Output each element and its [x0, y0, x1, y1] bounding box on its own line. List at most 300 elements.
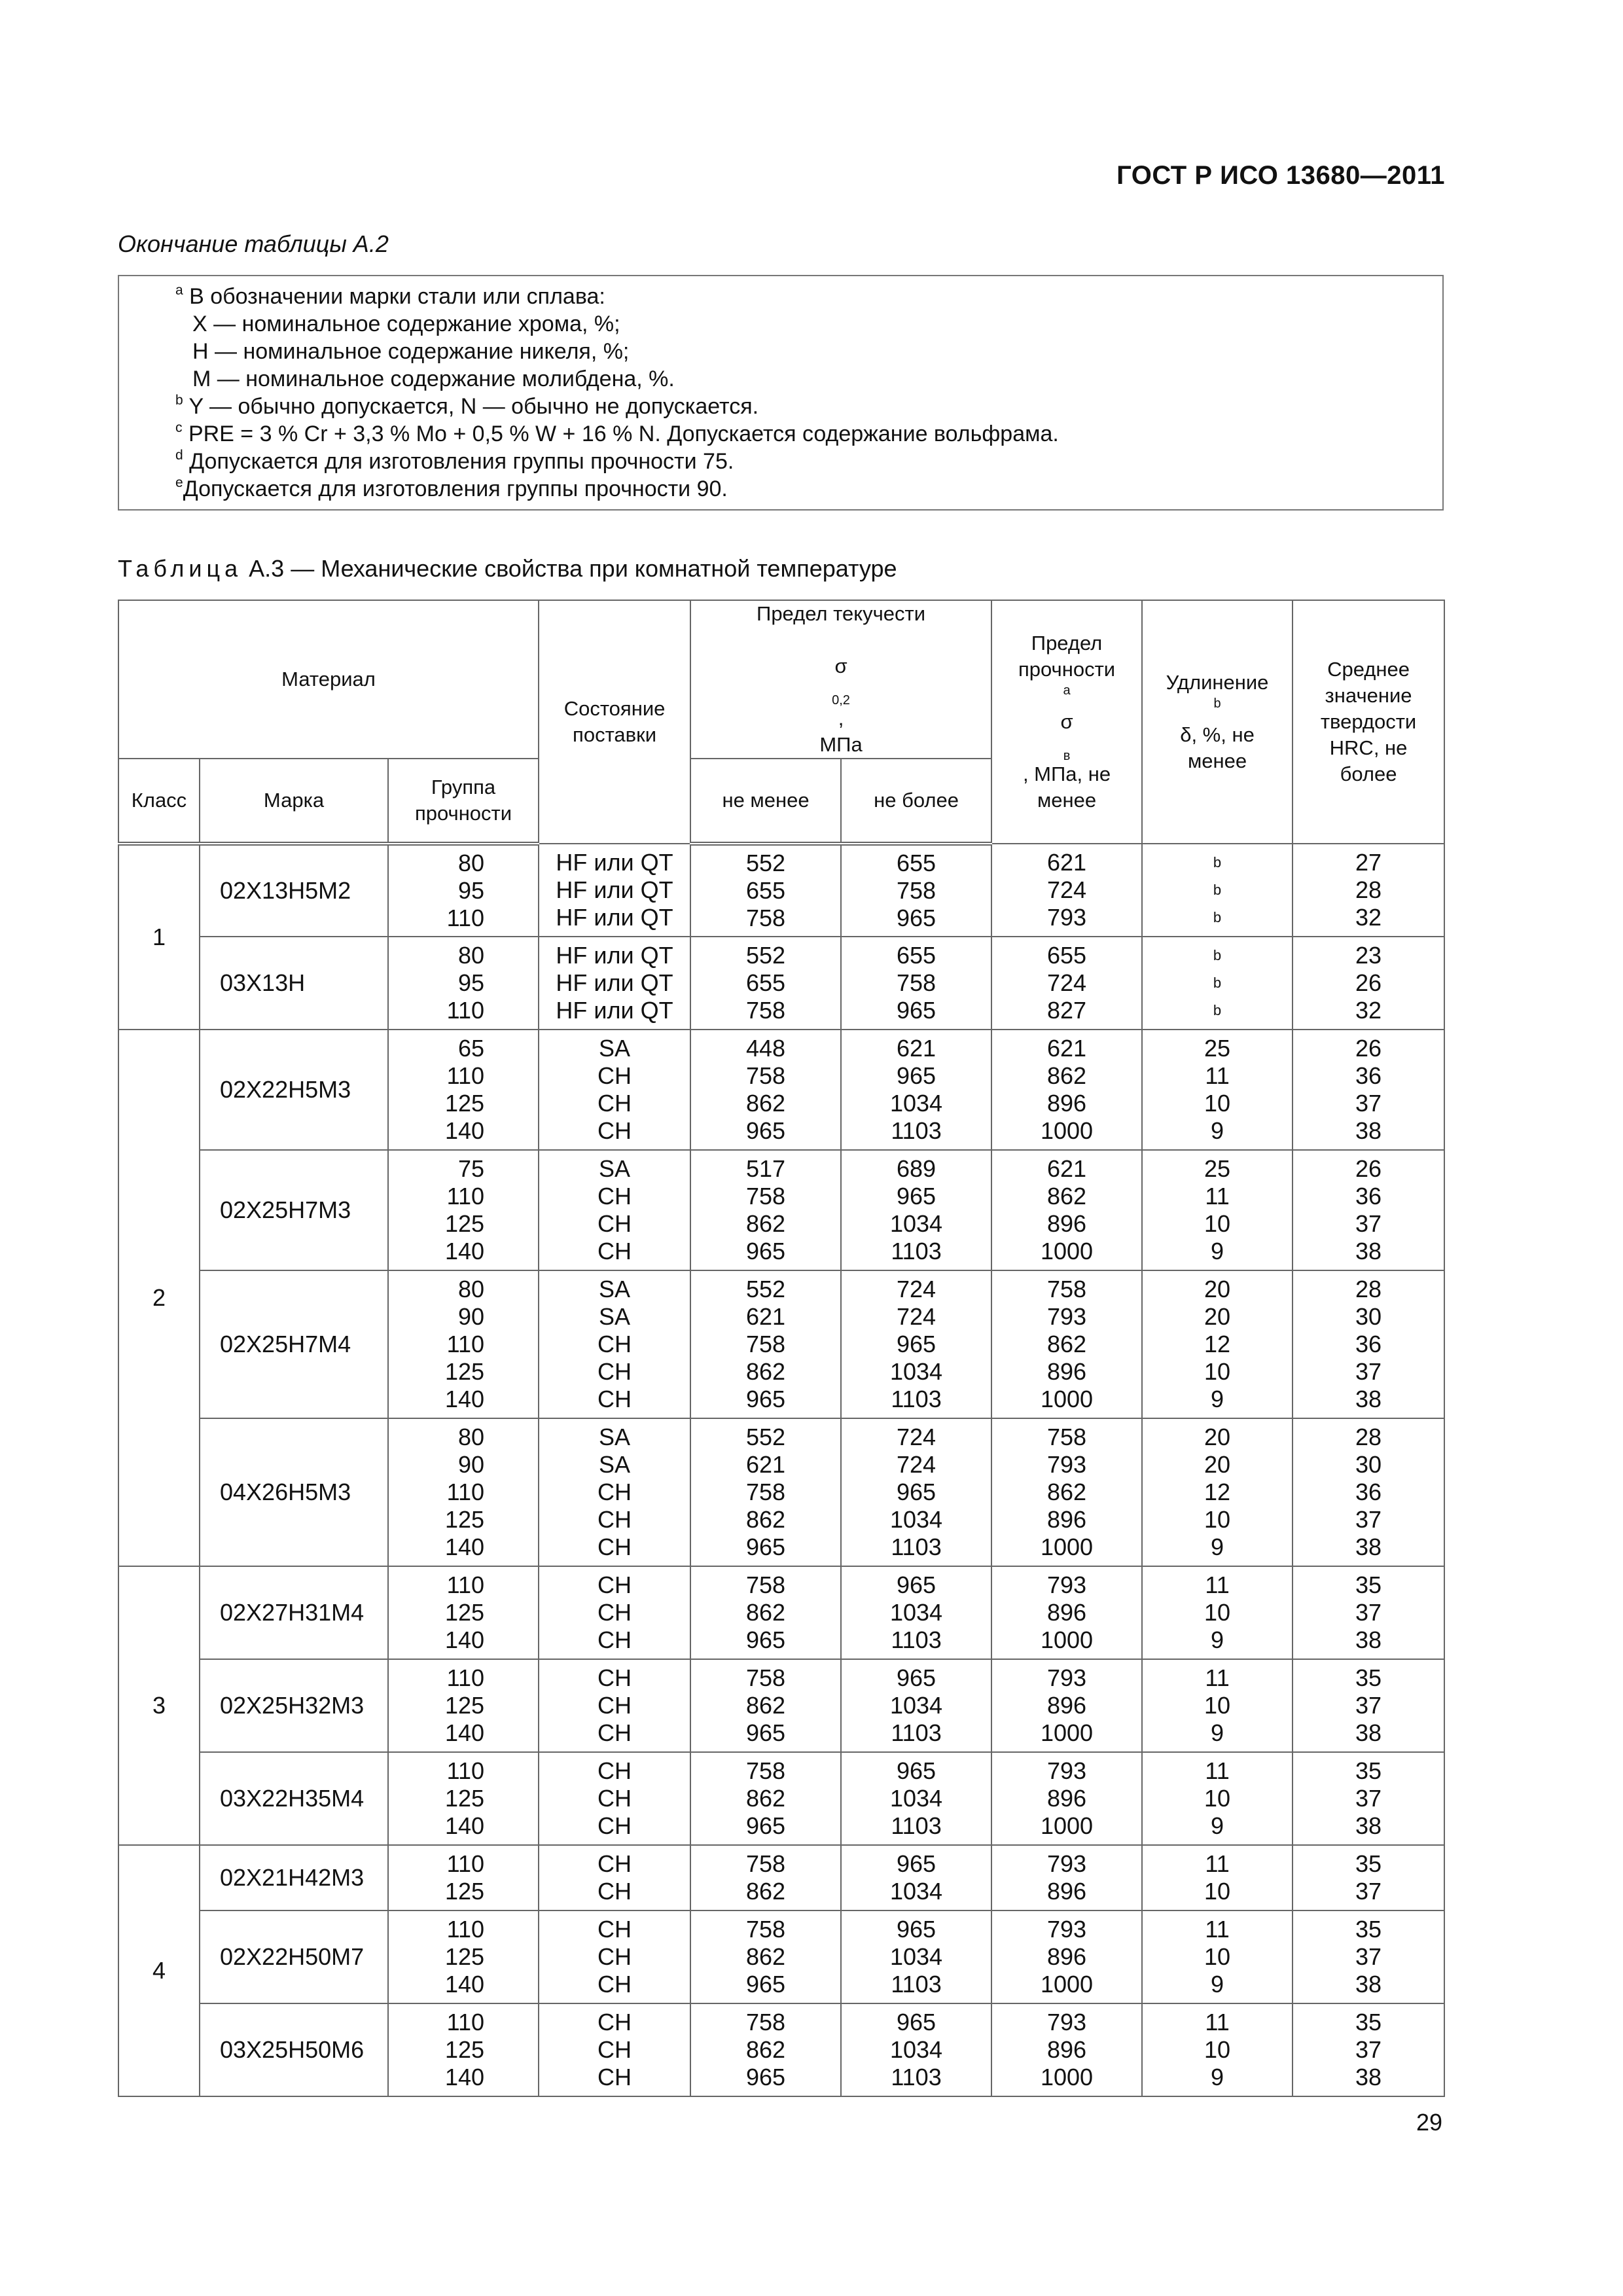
elongation-cell — [1142, 1566, 1293, 1659]
hardness-hrc-value: 38 — [1355, 1534, 1382, 1560]
tensile-strength-value: 793 — [1046, 1451, 1087, 1478]
yield-min-cell — [690, 1845, 841, 1910]
yield-max-cell — [841, 844, 991, 937]
yield-min-cell — [690, 1910, 841, 2003]
yield-max-value: 1103 — [891, 1719, 942, 1746]
tensile-strength-value: 758 — [1046, 1276, 1087, 1302]
hardness-hrc-value: 28 — [1355, 876, 1382, 903]
delivery-state-value: CH — [597, 1210, 632, 1237]
elongation-cell — [1142, 1752, 1293, 1845]
hardness-hrc-value: 38 — [1355, 1719, 1382, 1746]
tensile-strength-value: 793 — [1046, 1571, 1087, 1598]
tensile-strength-value: 793 — [1046, 1303, 1087, 1330]
page-number: 29 — [1416, 2109, 1442, 2136]
yield-min-value: 758 — [745, 1479, 786, 1505]
strength-group-value: 95 — [457, 969, 485, 996]
strength-group-value: 65 — [457, 1035, 485, 1062]
hardness-hrc-value: 30 — [1355, 1303, 1382, 1330]
yield-min-cell — [690, 2003, 841, 2096]
elongation-value: 20 — [1204, 1451, 1231, 1478]
yield-min-value: 862 — [745, 1358, 786, 1385]
elongation-value: 10 — [1204, 1506, 1231, 1533]
hardness-hrc-cell — [1293, 844, 1444, 937]
delivery-state-value: CH — [597, 1183, 632, 1210]
yield-min-value: 862 — [745, 1506, 786, 1533]
tensile-strength-value: 655 — [1046, 942, 1087, 969]
yield-min-value: 862 — [745, 1785, 786, 1812]
grade-cell: 02Х13Н5М2 — [200, 844, 388, 937]
yield-min-value: 965 — [745, 1971, 786, 1998]
strength-group-value: 140 — [444, 1238, 485, 1265]
delivery-state-value: CH — [597, 2009, 632, 2036]
tensile-strength-value: 896 — [1046, 1358, 1087, 1385]
delivery-state-value: CH — [597, 1571, 632, 1598]
tensile-strength-value: 621 — [1046, 1155, 1087, 1182]
strength-group-value: 90 — [457, 1303, 485, 1330]
table-row — [118, 1845, 1444, 1910]
table-row — [118, 1752, 1444, 1845]
yield-min-value: 758 — [745, 1850, 786, 1877]
yield-max-value: 965 — [896, 1479, 936, 1505]
hardness-hrc-value: 35 — [1355, 2009, 1382, 2036]
elongation-cell — [1142, 1418, 1293, 1566]
hardness-hrc-value: 35 — [1355, 1571, 1382, 1598]
yield-min-value: 552 — [745, 850, 786, 876]
delivery-state-value: CH — [597, 1878, 632, 1905]
delivery-state-cell — [539, 1270, 690, 1418]
header-yield-strength: Предел текучести σ $_{0,2}$ , МПа — [690, 600, 991, 759]
footnote-line: $^b$ Y — обычно допускается, N — обычно не допускается. — [175, 393, 759, 419]
yield-min-value: 758 — [745, 997, 786, 1024]
hardness-hrc-value: 37 — [1355, 1599, 1382, 1626]
yield-max-value: 1034 — [889, 1878, 943, 1905]
yield-max-value: 965 — [896, 1331, 936, 1357]
yield-max-value: 621 — [896, 1035, 936, 1062]
yield-min-value: 655 — [745, 877, 786, 904]
yield-min-cell — [690, 1659, 841, 1752]
yield-min-value: 862 — [745, 2036, 786, 2063]
yield-max-cell — [841, 1418, 991, 1566]
strength-group-value: 140 — [444, 1812, 485, 1839]
elongation-value: 11 — [1205, 1183, 1230, 1210]
yield-min-cell — [690, 937, 841, 1030]
hardness-hrc-value: 37 — [1355, 1878, 1382, 1905]
header-elongation: Удлинение $^b$ δ, %, не менее — [1142, 600, 1293, 844]
continuation-caption: Окончание таблицы А.2 — [118, 230, 389, 257]
grade-cell: 02Х25Н32М3 — [200, 1659, 388, 1752]
yield-max-value: 758 — [896, 877, 936, 904]
elongation-value: 10 — [1204, 1878, 1231, 1905]
yield-max-value: 965 — [896, 997, 936, 1024]
delivery-state-value: CH — [597, 1757, 632, 1784]
yield-max-value: 1034 — [889, 1210, 943, 1237]
yield-min-value: 448 — [745, 1035, 786, 1062]
grade-cell: 02Х25Н7М4 — [200, 1270, 388, 1418]
yield-min-value: 965 — [745, 1534, 786, 1560]
hardness-hrc-value: 38 — [1355, 1971, 1382, 1998]
delivery-state-value: CH — [597, 1599, 632, 1626]
table-row — [118, 1030, 1444, 1150]
table-row — [118, 937, 1444, 1030]
strength-group-value: 80 — [457, 942, 485, 969]
yield-min-value: 552 — [745, 1276, 786, 1302]
strength-group-value: 125 — [444, 1090, 485, 1117]
footnote-line: М — номинальное содержание молибдена, %. — [192, 367, 675, 391]
yield-max-value: 965 — [896, 1850, 936, 1877]
yield-max-cell — [841, 1150, 991, 1270]
hardness-hrc-cell — [1293, 1910, 1444, 2003]
tensile-strength-cell — [991, 1752, 1142, 1845]
yield-max-cell — [841, 1659, 991, 1752]
yield-min-value: 758 — [745, 1916, 786, 1943]
delivery-state-value: HF или QT — [556, 849, 673, 876]
yield-min-value: 758 — [745, 1757, 786, 1784]
yield-max-value: 1103 — [891, 1386, 942, 1412]
tensile-strength-cell — [991, 1910, 1142, 2003]
hardness-hrc-value: 36 — [1355, 1331, 1382, 1357]
tensile-strength-value: 1000 — [1040, 1534, 1094, 1560]
tensile-strength-value: 1000 — [1040, 1626, 1094, 1653]
tensile-strength-value: 724 — [1046, 876, 1087, 903]
tensile-strength-value: 1000 — [1040, 2064, 1094, 2090]
yield-min-value: 965 — [745, 1626, 786, 1653]
elongation-cell — [1142, 1030, 1293, 1150]
strength-group-value: 125 — [444, 1358, 485, 1385]
strength-group-cell — [388, 844, 539, 937]
hardness-hrc-value: 30 — [1355, 1451, 1382, 1478]
strength-group-cell — [388, 2003, 539, 2096]
elongation-value: 20 — [1204, 1424, 1231, 1450]
class-cell: 1 — [118, 844, 200, 1030]
footnote-line: Х — номинальное содержание хрома, %; — [192, 312, 620, 336]
tensile-strength-value: 1000 — [1040, 1971, 1094, 1998]
elongation-value: 11 — [1205, 1916, 1230, 1943]
delivery-state-value: CH — [597, 1090, 632, 1117]
elongation-value: 9 — [1211, 1626, 1224, 1653]
yield-max-value: 724 — [896, 1276, 936, 1302]
delivery-state-value: CH — [597, 1692, 632, 1719]
delivery-state-value: CH — [597, 1062, 632, 1089]
yield-min-cell — [690, 1030, 841, 1150]
yield-min-value: 862 — [745, 1210, 786, 1237]
strength-group-value: 75 — [457, 1155, 485, 1182]
tensile-strength-value: 1000 — [1040, 1238, 1094, 1265]
yield-max-value: 1034 — [889, 1943, 943, 1970]
delivery-state-value: SA — [599, 1424, 631, 1450]
delivery-state-value: SA — [599, 1155, 631, 1182]
hardness-hrc-value: 38 — [1355, 1386, 1382, 1412]
delivery-state-value: SA — [599, 1276, 631, 1302]
elongation-cell — [1142, 1659, 1293, 1752]
yield-min-value: 758 — [745, 1331, 786, 1357]
yield-min-value: 621 — [745, 1451, 786, 1478]
yield-max-value: 965 — [896, 1571, 936, 1598]
hardness-hrc-value: 32 — [1355, 904, 1382, 931]
strength-group-value: 110 — [446, 997, 485, 1024]
tensile-strength-value: 896 — [1046, 1506, 1087, 1533]
hardness-hrc-value: 26 — [1355, 1155, 1382, 1182]
strength-group-cell — [388, 1566, 539, 1659]
delivery-state-cell — [539, 937, 690, 1030]
tensile-strength-cell — [991, 844, 1142, 937]
hardness-hrc-value: 36 — [1355, 1062, 1382, 1089]
hardness-hrc-value: 26 — [1355, 1035, 1382, 1062]
hardness-hrc-value: 26 — [1355, 969, 1382, 996]
tensile-strength-value: 793 — [1046, 2009, 1087, 2036]
tensile-strength-value: 758 — [1046, 1424, 1087, 1450]
elongation-value: 10 — [1204, 1358, 1231, 1385]
strength-group-value: 110 — [446, 1479, 485, 1505]
hardness-hrc-value: 37 — [1355, 1210, 1382, 1237]
grade-cell: 02Х27Н31М4 — [200, 1566, 388, 1659]
tensile-strength-value: 896 — [1046, 1090, 1087, 1117]
footnote-line: $^d$ Допускается для изготовления группы прочности 75. — [175, 448, 734, 474]
grade-cell: 02Х22Н5М3 — [200, 1030, 388, 1150]
hardness-hrc-cell — [1293, 1845, 1444, 1910]
hardness-hrc-value: 38 — [1355, 1117, 1382, 1144]
hardness-hrc-cell — [1293, 1752, 1444, 1845]
tensile-strength-value: 862 — [1046, 1479, 1087, 1505]
elongation-value: 11 — [1205, 1062, 1230, 1089]
yield-max-value: 1103 — [891, 1534, 942, 1560]
yield-max-cell — [841, 1845, 991, 1910]
yield-max-value: 1034 — [889, 2036, 943, 2063]
strength-group-value: 95 — [457, 877, 485, 904]
tensile-strength-value: 793 — [1046, 1757, 1087, 1784]
hardness-hrc-value: 36 — [1355, 1183, 1382, 1210]
hardness-hrc-cell — [1293, 937, 1444, 1030]
tensile-strength-value: 1000 — [1040, 1117, 1094, 1144]
elongation-cell — [1142, 1910, 1293, 2003]
grade-cell: 02Х21Н42М3 — [200, 1845, 388, 1910]
tensile-strength-value: 896 — [1046, 1878, 1087, 1905]
tensile-strength-value: 896 — [1046, 2036, 1087, 2063]
header-strength-group: Группа прочности — [388, 759, 539, 844]
hardness-hrc-value: 37 — [1355, 1692, 1382, 1719]
hardness-hrc-value: 37 — [1355, 1090, 1382, 1117]
yield-max-value: 965 — [896, 1916, 936, 1943]
delivery-state-value: CH — [597, 1534, 632, 1560]
tensile-strength-value: 793 — [1046, 1850, 1087, 1877]
strength-group-value: 90 — [457, 1451, 485, 1478]
elongation-value: 12 — [1204, 1331, 1231, 1357]
elongation-value: b — [1213, 947, 1222, 963]
strength-group-value: 110 — [446, 1331, 485, 1357]
delivery-state-value: SA — [599, 1451, 631, 1478]
hardness-hrc-value: 37 — [1355, 1506, 1382, 1533]
elongation-value: 10 — [1204, 1785, 1231, 1812]
elongation-cell — [1142, 937, 1293, 1030]
elongation-value: 11 — [1205, 2009, 1230, 2036]
delivery-state-value: HF или QT — [556, 969, 673, 996]
yield-min-value: 965 — [745, 1386, 786, 1412]
strength-group-cell — [388, 1910, 539, 2003]
tensile-strength-cell — [991, 1270, 1142, 1418]
strength-group-value: 110 — [446, 905, 485, 931]
yield-max-value: 1034 — [889, 1358, 943, 1385]
delivery-state-value: CH — [597, 1971, 632, 1998]
tensile-strength-cell — [991, 1845, 1142, 1910]
hardness-hrc-value: 28 — [1355, 1276, 1382, 1302]
elongation-value: 12 — [1204, 1479, 1231, 1505]
header-delivery-state: Состояние поставки — [539, 600, 690, 844]
yield-max-value: 724 — [896, 1303, 936, 1330]
elongation-value: 10 — [1204, 1090, 1231, 1117]
hardness-hrc-cell — [1293, 1030, 1444, 1150]
yield-max-value: 1103 — [891, 1238, 942, 1265]
hardness-hrc-value: 28 — [1355, 1424, 1382, 1450]
delivery-state-value: SA — [599, 1035, 631, 1062]
table-row — [118, 1270, 1444, 1418]
strength-group-value: 110 — [446, 1850, 485, 1877]
table-row — [118, 2003, 1444, 2096]
grade-cell: 03Х13Н — [200, 937, 388, 1030]
elongation-cell — [1142, 2003, 1293, 2096]
yield-max-value: 965 — [896, 2009, 936, 2036]
delivery-state-value: CH — [597, 2036, 632, 2063]
mechanical-properties-table — [118, 600, 1445, 2097]
yield-max-value: 1034 — [889, 1506, 943, 1533]
hardness-hrc-cell — [1293, 1566, 1444, 1659]
tensile-strength-value: 1000 — [1040, 1812, 1094, 1839]
hardness-hrc-value: 38 — [1355, 1238, 1382, 1265]
tensile-strength-value: 1000 — [1040, 1386, 1094, 1412]
tensile-strength-value: 896 — [1046, 1943, 1087, 1970]
tensile-strength-value: 862 — [1046, 1331, 1087, 1357]
delivery-state-value: CH — [597, 1664, 632, 1691]
delivery-state-cell — [539, 1752, 690, 1845]
hardness-hrc-value: 37 — [1355, 1358, 1382, 1385]
strength-group-value: 140 — [444, 1626, 485, 1653]
yield-max-value: 758 — [896, 969, 936, 996]
elongation-value: 10 — [1204, 1692, 1231, 1719]
yield-max-value: 965 — [896, 1664, 936, 1691]
strength-group-value: 125 — [444, 1878, 485, 1905]
elongation-value: b — [1213, 882, 1222, 898]
hardness-hrc-value: 35 — [1355, 1664, 1382, 1691]
grade-cell: 03Х25Н50М6 — [200, 2003, 388, 2096]
tensile-strength-cell — [991, 1030, 1142, 1150]
yield-max-value: 655 — [896, 942, 936, 969]
elongation-value: 10 — [1204, 1210, 1231, 1237]
strength-group-value: 125 — [444, 1599, 485, 1626]
strength-group-cell — [388, 1270, 539, 1418]
yield-max-value: 965 — [896, 1183, 936, 1210]
tensile-strength-value: 793 — [1046, 1664, 1087, 1691]
elongation-value: b — [1213, 1002, 1222, 1018]
delivery-state-value: CH — [597, 1358, 632, 1385]
elongation-value: 11 — [1205, 1571, 1230, 1598]
class-cell: 4 — [118, 1845, 200, 2096]
strength-group-value: 80 — [457, 850, 485, 876]
yield-min-cell — [690, 1752, 841, 1845]
yield-min-value: 862 — [745, 1878, 786, 1905]
strength-group-cell — [388, 1752, 539, 1845]
delivery-state-value: SA — [599, 1303, 631, 1330]
yield-min-value: 965 — [745, 1812, 786, 1839]
yield-min-value: 862 — [745, 1090, 786, 1117]
elongation-value: 10 — [1204, 2036, 1231, 2063]
elongation-value: 9 — [1211, 1117, 1224, 1144]
delivery-state-value: CH — [597, 1812, 632, 1839]
delivery-state-cell — [539, 1150, 690, 1270]
yield-max-value: 689 — [896, 1155, 936, 1182]
elongation-value: 10 — [1204, 1943, 1231, 1970]
strength-group-value: 125 — [444, 1785, 485, 1812]
footnotes-box — [118, 275, 1444, 511]
strength-group-value: 125 — [444, 1506, 485, 1533]
elongation-value: 25 — [1204, 1155, 1231, 1182]
yield-min-value: 758 — [745, 1062, 786, 1089]
table-row — [118, 1566, 1444, 1659]
strength-group-cell — [388, 1030, 539, 1150]
delivery-state-cell — [539, 1566, 690, 1659]
yield-max-cell — [841, 2003, 991, 2096]
yield-max-value: 1034 — [889, 1785, 943, 1812]
table-caption: Таблица А.3 — Механические свойства при комнатной температуре — [118, 555, 897, 582]
yield-max-value: 965 — [896, 1062, 936, 1089]
strength-group-value: 110 — [446, 1062, 485, 1089]
strength-group-cell — [388, 1418, 539, 1566]
grade-cell: 04Х26Н5М3 — [200, 1418, 388, 1566]
delivery-state-cell — [539, 844, 690, 937]
strength-group-value: 140 — [444, 1719, 485, 1746]
yield-min-value: 965 — [745, 1719, 786, 1746]
elongation-cell — [1142, 844, 1293, 937]
delivery-state-value: CH — [597, 1719, 632, 1746]
delivery-state-value: CH — [597, 1506, 632, 1533]
yield-min-value: 862 — [745, 1692, 786, 1719]
elongation-cell — [1142, 1270, 1293, 1418]
tensile-strength-cell — [991, 937, 1142, 1030]
yield-min-value: 517 — [745, 1155, 786, 1182]
tensile-strength-value: 621 — [1046, 1035, 1087, 1062]
yield-max-value: 965 — [896, 905, 936, 931]
strength-group-value: 80 — [457, 1276, 485, 1302]
delivery-state-value: HF или QT — [556, 876, 673, 903]
strength-group-value: 125 — [444, 1692, 485, 1719]
tensile-strength-value: 793 — [1046, 904, 1087, 931]
yield-min-value: 758 — [745, 1664, 786, 1691]
yield-max-value: 1103 — [891, 1117, 942, 1144]
elongation-value: 9 — [1211, 1812, 1224, 1839]
elongation-value: b — [1213, 909, 1222, 925]
hardness-hrc-cell — [1293, 1270, 1444, 1418]
tensile-strength-value: 896 — [1046, 1785, 1087, 1812]
yield-min-value: 862 — [745, 1943, 786, 1970]
hardness-hrc-value: 38 — [1355, 1812, 1382, 1839]
tensile-strength-cell — [991, 1150, 1142, 1270]
strength-group-value: 110 — [446, 1571, 485, 1598]
strength-group-value: 125 — [444, 1943, 485, 1970]
yield-min-cell — [690, 844, 841, 937]
strength-group-value: 140 — [444, 1386, 485, 1412]
yield-min-value: 758 — [745, 1183, 786, 1210]
tensile-strength-value: 896 — [1046, 1599, 1087, 1626]
hardness-hrc-value: 35 — [1355, 1916, 1382, 1943]
elongation-value: 11 — [1205, 1664, 1230, 1691]
delivery-state-value: CH — [597, 1850, 632, 1877]
elongation-value: 9 — [1211, 1971, 1224, 1998]
strength-group-cell — [388, 1845, 539, 1910]
footnote-line: Н — номинальное содержание никеля, %; — [192, 339, 630, 364]
footnote-line: $^e$Допускается для изготовления группы прочности 90. — [175, 475, 728, 501]
tensile-strength-value: 793 — [1046, 1916, 1087, 1943]
hardness-hrc-value: 37 — [1355, 2036, 1382, 2063]
delivery-state-value: CH — [597, 1479, 632, 1505]
delivery-state-cell — [539, 1030, 690, 1150]
tensile-strength-value: 621 — [1046, 849, 1087, 876]
